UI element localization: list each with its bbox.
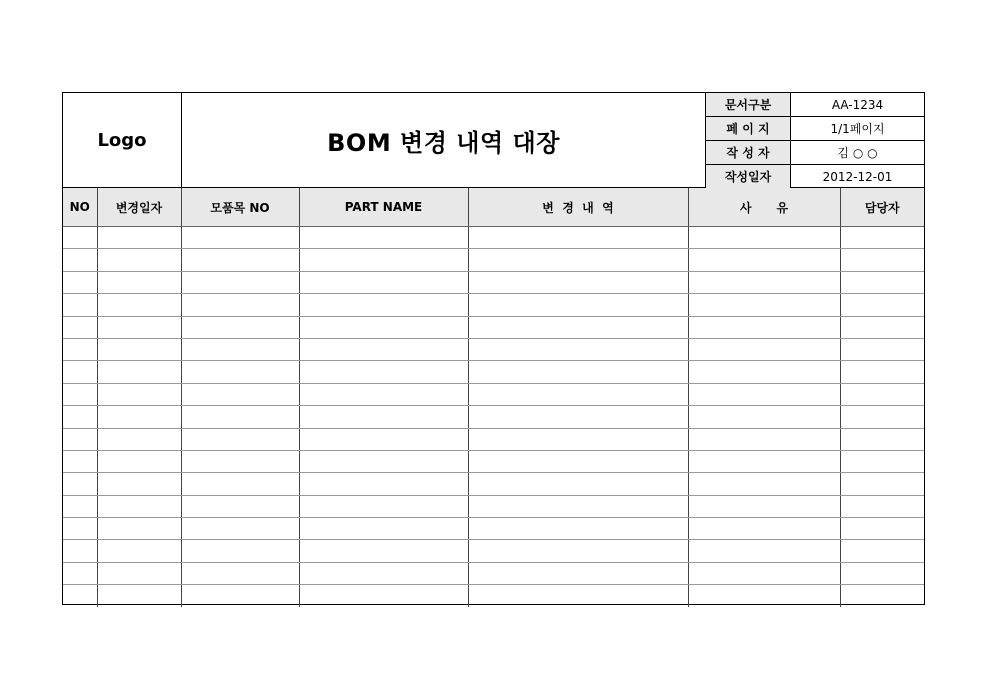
table-cell[interactable]	[63, 361, 97, 383]
document-meta-table	[706, 93, 924, 188]
table-cell[interactable]	[688, 406, 840, 428]
column-header-parent-item-no: 모품목 NO	[181, 188, 299, 227]
table-cell[interactable]	[181, 271, 299, 293]
table-cell[interactable]	[181, 428, 299, 450]
column-header-reason: 사 유	[688, 188, 840, 227]
table-cell[interactable]	[468, 585, 688, 607]
table-cell[interactable]	[63, 316, 97, 338]
meta-label: 페 이 지	[706, 117, 791, 141]
table-cell[interactable]	[688, 294, 840, 316]
table-cell[interactable]	[299, 518, 468, 540]
table-row	[63, 518, 924, 540]
table-row	[63, 361, 924, 383]
table-cell[interactable]	[181, 316, 299, 338]
table-body	[63, 227, 924, 607]
table-row	[63, 271, 924, 293]
table-cell[interactable]	[468, 450, 688, 472]
meta-label: 작 성 자	[706, 141, 791, 165]
table-cell[interactable]	[468, 406, 688, 428]
table-cell[interactable]	[840, 428, 924, 450]
meta-value: 2012-12-01	[822, 169, 893, 184]
table-cell[interactable]	[299, 316, 468, 338]
table-cell[interactable]	[299, 338, 468, 360]
table-cell[interactable]	[688, 473, 840, 495]
table-cell[interactable]	[468, 495, 688, 517]
bom-change-log-document	[62, 92, 925, 605]
table-cell[interactable]	[688, 450, 840, 472]
document-title: BOM 변경 내역 대장	[182, 93, 706, 187]
table-cell[interactable]	[840, 562, 924, 584]
table-cell[interactable]	[688, 428, 840, 450]
table-cell[interactable]	[181, 540, 299, 562]
table-cell[interactable]	[97, 473, 181, 495]
table-cell[interactable]	[299, 562, 468, 584]
table-cell[interactable]	[97, 450, 181, 472]
table-cell[interactable]	[688, 585, 840, 607]
table-cell[interactable]	[840, 518, 924, 540]
table-cell[interactable]	[97, 495, 181, 517]
table-cell[interactable]	[840, 249, 924, 271]
table-cell[interactable]	[181, 383, 299, 405]
table-row	[63, 450, 924, 472]
table-cell[interactable]	[181, 562, 299, 584]
meta-label: 작성일자	[706, 165, 791, 189]
bom-change-table	[63, 188, 924, 607]
table-cell[interactable]	[181, 227, 299, 249]
meta-value: 김 ○ ○	[791, 141, 925, 165]
table-cell[interactable]	[63, 383, 97, 405]
table-cell[interactable]	[63, 338, 97, 360]
table-cell[interactable]	[468, 316, 688, 338]
meta-label: 문서구분	[706, 93, 791, 117]
column-header-no: NO	[63, 188, 97, 227]
table-cell[interactable]	[181, 361, 299, 383]
table-cell[interactable]	[97, 383, 181, 405]
table-cell[interactable]	[468, 562, 688, 584]
table-cell[interactable]	[181, 406, 299, 428]
table-cell[interactable]	[840, 383, 924, 405]
column-header-change-details: 변 경 내 역	[468, 188, 688, 227]
table-cell[interactable]	[299, 450, 468, 472]
table-cell[interactable]	[97, 585, 181, 607]
table-cell[interactable]	[688, 383, 840, 405]
table-cell[interactable]	[97, 361, 181, 383]
table-cell[interactable]	[688, 316, 840, 338]
table-cell[interactable]	[97, 406, 181, 428]
table-cell[interactable]	[97, 271, 181, 293]
table-cell[interactable]	[840, 271, 924, 293]
table-cell[interactable]	[840, 294, 924, 316]
table-row	[63, 495, 924, 517]
table-cell[interactable]	[299, 227, 468, 249]
table-cell[interactable]	[840, 473, 924, 495]
table-cell[interactable]	[840, 450, 924, 472]
table-cell[interactable]	[181, 294, 299, 316]
table-cell[interactable]	[97, 428, 181, 450]
table-cell[interactable]	[840, 406, 924, 428]
meta-row-date	[706, 165, 924, 189]
table-row	[63, 227, 924, 249]
table-cell[interactable]	[299, 473, 468, 495]
logo: Logo	[63, 93, 182, 187]
table-cell[interactable]	[181, 338, 299, 360]
table-cell[interactable]	[688, 361, 840, 383]
meta-row-page	[706, 117, 924, 141]
table-cell[interactable]	[468, 338, 688, 360]
table-cell[interactable]	[468, 383, 688, 405]
table-cell[interactable]	[468, 540, 688, 562]
table-cell[interactable]	[299, 406, 468, 428]
meta-row-author	[706, 141, 924, 165]
table-header-row	[63, 188, 924, 227]
table-cell[interactable]	[688, 338, 840, 360]
table-cell[interactable]	[299, 294, 468, 316]
table-cell[interactable]	[468, 518, 688, 540]
table-cell[interactable]	[63, 249, 97, 271]
table-row	[63, 428, 924, 450]
table-row	[63, 562, 924, 584]
table-cell[interactable]	[468, 271, 688, 293]
table-cell[interactable]	[468, 473, 688, 495]
table-row	[63, 338, 924, 360]
table-row	[63, 316, 924, 338]
table-cell[interactable]	[468, 294, 688, 316]
table-cell[interactable]	[97, 562, 181, 584]
table-cell[interactable]	[840, 585, 924, 607]
table-cell[interactable]	[299, 361, 468, 383]
table-row	[63, 406, 924, 428]
column-header-part-name: PART NAME	[299, 188, 468, 227]
table-cell[interactable]	[97, 316, 181, 338]
table-cell[interactable]	[688, 227, 840, 249]
table-cell[interactable]	[468, 428, 688, 450]
table-cell[interactable]	[840, 495, 924, 517]
table-cell[interactable]	[299, 585, 468, 607]
table-cell[interactable]	[299, 495, 468, 517]
table-cell[interactable]	[181, 473, 299, 495]
table-cell[interactable]	[468, 249, 688, 271]
table-cell[interactable]	[97, 294, 181, 316]
table-row	[63, 540, 924, 562]
table-cell[interactable]	[840, 316, 924, 338]
table-cell[interactable]	[688, 518, 840, 540]
table-cell[interactable]	[63, 562, 97, 584]
table-cell[interactable]	[688, 271, 840, 293]
table-cell[interactable]	[63, 495, 97, 517]
table-cell[interactable]	[299, 249, 468, 271]
table-cell[interactable]	[97, 540, 181, 562]
table-row	[63, 383, 924, 405]
table-row	[63, 585, 924, 607]
table-cell[interactable]	[840, 227, 924, 249]
table-cell[interactable]	[299, 428, 468, 450]
table-cell[interactable]	[97, 338, 181, 360]
table-cell[interactable]	[63, 585, 97, 607]
table-cell[interactable]	[468, 227, 688, 249]
table-cell[interactable]	[63, 428, 97, 450]
table-cell[interactable]	[63, 406, 97, 428]
table-cell[interactable]	[63, 227, 97, 249]
table-cell[interactable]	[299, 383, 468, 405]
table-cell[interactable]	[63, 540, 97, 562]
table-cell[interactable]	[181, 585, 299, 607]
table-cell[interactable]	[63, 294, 97, 316]
document-header	[63, 93, 924, 188]
table-cell[interactable]	[97, 518, 181, 540]
column-header-change-date: 변경일자	[97, 188, 181, 227]
table-cell[interactable]	[299, 271, 468, 293]
table-cell[interactable]	[299, 540, 468, 562]
table-cell[interactable]	[840, 361, 924, 383]
table-cell[interactable]	[97, 227, 181, 249]
meta-value: AA-1234	[791, 93, 925, 117]
table-cell[interactable]	[97, 249, 181, 271]
table-cell[interactable]	[181, 495, 299, 517]
table-cell[interactable]	[63, 450, 97, 472]
table-cell[interactable]	[840, 540, 924, 562]
meta-row-doc-type	[706, 93, 924, 117]
table-cell[interactable]	[468, 361, 688, 383]
table-cell[interactable]	[63, 473, 97, 495]
meta-value: 1/1페이지	[791, 117, 925, 141]
table-cell[interactable]	[688, 249, 840, 271]
table-row	[63, 294, 924, 316]
table-cell[interactable]	[63, 518, 97, 540]
table-cell[interactable]	[181, 450, 299, 472]
column-header-person-in-charge: 담당자	[840, 188, 924, 227]
table-row	[63, 473, 924, 495]
table-cell[interactable]	[181, 249, 299, 271]
table-cell[interactable]	[63, 271, 97, 293]
table-cell[interactable]	[688, 495, 840, 517]
table-row	[63, 249, 924, 271]
table-cell[interactable]	[688, 540, 840, 562]
table-cell[interactable]	[840, 338, 924, 360]
table-cell[interactable]	[688, 562, 840, 584]
table-cell[interactable]	[181, 518, 299, 540]
